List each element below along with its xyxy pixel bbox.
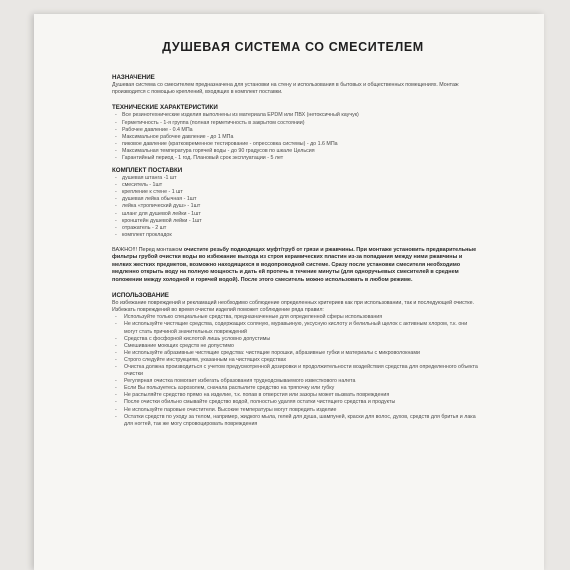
list-item: - Если Вы пользуетесь аэрозолем, сначала распылите средство на тряпочку или губку (112, 385, 482, 392)
list-item: - Остатки средств по уходу за телом, например, жидкого мыла, гелей для душа, шампуней, краски для волос, духов, средств для бритья и лака для ногтей, так же могу спровоцировать повреждения (112, 414, 482, 428)
list-item: - Гарантийный период - 1 год. Плановый срок эксплуатации - 5 лет (112, 155, 482, 162)
list-item: - лейка «тропический душ» - 1шт (112, 203, 482, 210)
list-item: - Все резинотехнические изделия выполнены из материала EPDM или ПВХ (нетоксичный каучук) (112, 112, 482, 119)
list-item: - кронштейн душевой лейки - 1шт (112, 218, 482, 225)
warning-paragraph (112, 247, 482, 284)
list-item: - шланг для душевой лейки - 1шт (112, 211, 482, 218)
list-item: - Не распыляйте средство прямо на изделие, т.к. попав в отверстия или зазоры может вызвать повреждения (112, 392, 482, 399)
usage-list (112, 314, 482, 428)
list-item: - крепление к стене - 1 шт (112, 189, 482, 196)
document-page (34, 14, 544, 570)
document-title: ДУШЕВАЯ СИСТЕМА СО СМЕСИТЕЛЕМ (162, 40, 424, 54)
list-item: - душевая лейка обычная - 1шт (112, 196, 482, 203)
list-item: - Регулярная очистка помогает избегать образования труднодсмываемого известкового налета (112, 378, 482, 385)
list-item: - душевая штанга -1 шт (112, 175, 482, 182)
list-item: - Герметичность - 1-я группа (полная герметичность в закрытом состоянии) (112, 120, 482, 127)
warning-lead: ВАЖНО!!! Перед монтажом (112, 246, 183, 253)
list-item: - Не используйте абразивные чистящие средства: чистящие порошки, абразивные губки и материалы с микроволокнами (112, 350, 482, 357)
warning-text: очистите резьбу подводящих муфт/труб от грязи и ржавчины. При монтаже установить предварительные фильтры грубой очистки воды во избежание выхода из строя керамических пластин из-за попадания между ними ржавчины и мелких жестких предметов, возможно находящихся в водопроводной системе. Сразу после установки смесителя необходимо медленно открыть воду на полную мощность и дать ей протечь в течение минуты (для одноручьевых смесителей в среднем положении между холодной и горячей водой). После этого смеситель можно использовать в любом режиме. (112, 246, 477, 283)
kit-heading: КОМПЛЕКТ ПОСТАВКИ (112, 167, 183, 175)
purpose-text: Душевая система со смесителем предназначена для установки на стену и использования в бытовых и общественных помещениях. Монтаж производится с помощью креплений, входящих в комплект поставки. (112, 82, 459, 96)
list-item: - смеситель - 1шт (112, 182, 482, 189)
list-item: - Максимальное рабочее давление - до 1 МПа (112, 134, 482, 141)
list-item: - отражатель - 2 шт (112, 225, 482, 232)
purpose-heading: НАЗНАЧЕНИЕ (112, 74, 155, 81)
list-item: - Рабочее давление - 0.4 МПа (112, 127, 482, 134)
list-item: - Очистка должна производиться с учетом предусмотренной дозировки и продолжительности воздействия средства для определенного объекта очистки (112, 364, 482, 378)
list-item: - Средства с фосфорной кислотой лишь условно допустимы (112, 336, 482, 343)
list-item: - комплект прокладок (112, 232, 482, 239)
specs-heading: ТЕХНИЧЕСКИЕ ХАРАКТЕРИСТИКИ (112, 104, 218, 112)
usage-heading: ИСПОЛЬЗОВАНИЕ (112, 291, 169, 299)
list-item: - Строго следуйте инструкциям, указанным на чистящих средствах (112, 357, 482, 364)
list-item: - Смешивание моющих средств не допустимо (112, 343, 482, 350)
specs-list (112, 112, 482, 162)
list-item: - После очистки обильно смывайте средство водой, полностью удаляя остатки чистящего средства и продукты (112, 399, 482, 406)
usage-intro: Во избежание повреждений и рекламаций необходимо соблюдение определенных критериев как при использовании, так и последующей очистке. Избежать повреждений во время очистки изделий поможет соблюдение ряда правил: (112, 299, 474, 314)
list-item: - Используйте только специальные средства, предназначенные для определенной сферы использования (112, 314, 482, 321)
kit-list (112, 175, 482, 239)
list-item: - Не используйте чистящие средства, содержащих соляную, муравьиную, уксусную кислоту и белильный щелок с активным хлором, т.к. они могут стать причиной значительных повреждений (112, 321, 482, 335)
list-item: - Не используйте паровые очистители. Высокие температуры могут повредить изделие (112, 407, 482, 414)
list-item: - пиковое давление (кратковременное тестирование - опрессовка системы) - до 1.6 МПа (112, 141, 482, 148)
document-content (112, 40, 482, 428)
list-item: - Максимальная температура горячей воды - до 90 градусов по шкале Цельсия (112, 148, 482, 155)
